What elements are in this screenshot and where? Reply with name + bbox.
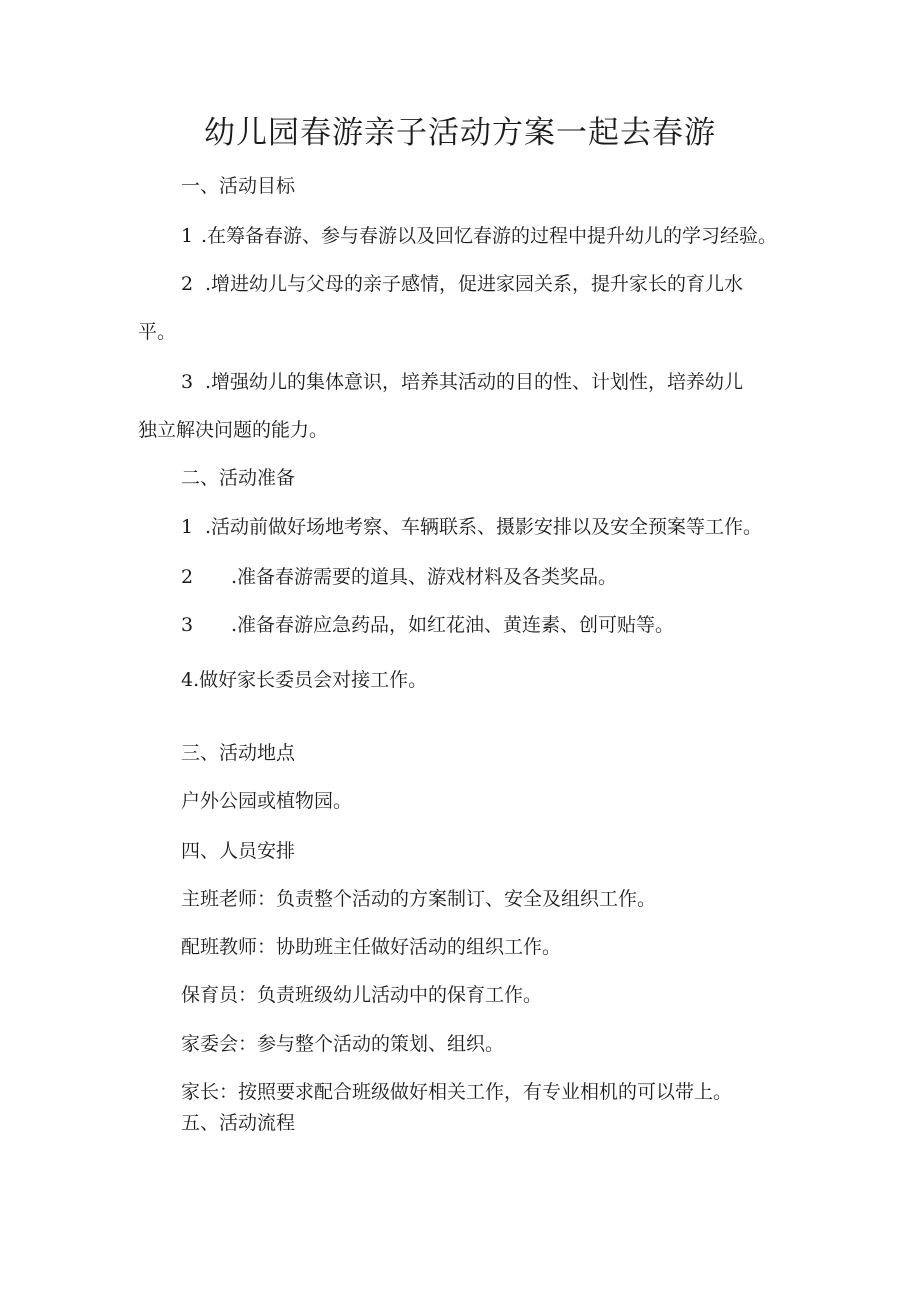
section-2-heading: 二、活动准备 xyxy=(181,467,296,489)
section-1-item-1 xyxy=(181,222,777,250)
document-title: 幼儿园春游亲子活动方案一起去春游 xyxy=(204,115,716,151)
section-4-line: 主班老师：负责整个活动的方案制订、安全及组织工作。 xyxy=(181,888,657,910)
section-4-line: 家长：按照要求配合班级做好相关工作，有专业相机的可以带上。 xyxy=(181,1081,733,1103)
item-number: 3 xyxy=(181,614,194,636)
section-1-item-3 xyxy=(181,368,743,396)
item-number: 1 xyxy=(181,225,194,247)
section-5-heading: 五、活动流程 xyxy=(181,1112,296,1134)
section-1-item-3-continuation: 独立解决问题的能力。 xyxy=(138,419,329,441)
item-text: .活动前做好场地考察、车辆联系、摄影安排以及安全预案等工作。 xyxy=(205,516,763,538)
section-1-heading: 一、活动目标 xyxy=(181,175,296,197)
section-2-item-3 xyxy=(181,611,674,639)
item-number: 3 xyxy=(181,371,194,393)
section-2-item-1 xyxy=(181,513,762,541)
section-3-text: 户外公园或植物园。 xyxy=(181,790,353,812)
section-1-item-2-continuation: 平。 xyxy=(138,321,177,343)
item-number: 1 xyxy=(181,516,194,538)
section-4-line: 配班教师：协助班主任做好活动的组织工作。 xyxy=(181,936,562,958)
section-3-heading: 三、活动地点 xyxy=(181,742,296,764)
section-4-line: 保育员：负责班级幼儿活动中的保育工作。 xyxy=(181,984,543,1006)
section-4-line: 家委会：参与整个活动的策划、组织。 xyxy=(181,1033,505,1055)
section-4-heading: 四、人员安排 xyxy=(181,840,296,862)
item-text: .增进幼儿与父母的亲子感情，促进家园关系，提升家长的育儿水 xyxy=(205,273,744,295)
item-text: .准备春游需要的道具、游戏材料及各类奖品。 xyxy=(231,566,618,588)
item-text: .准备春游应急药品，如红花油、黄连素、创可贴等。 xyxy=(231,614,675,636)
item-number: 2 xyxy=(181,273,194,295)
section-2-item-4: 4.做好家长委员会对接工作。 xyxy=(181,669,428,691)
item-text: .在筹备春游、参与春游以及回忆春游的过程中提升幼儿的学习经验。 xyxy=(201,225,778,247)
section-1-item-2 xyxy=(181,270,743,298)
section-2-item-2 xyxy=(181,563,617,591)
item-number: 2 xyxy=(181,566,194,588)
item-text: .增强幼儿的集体意识，培养其活动的目的性、计划性，培养幼儿 xyxy=(205,371,744,393)
